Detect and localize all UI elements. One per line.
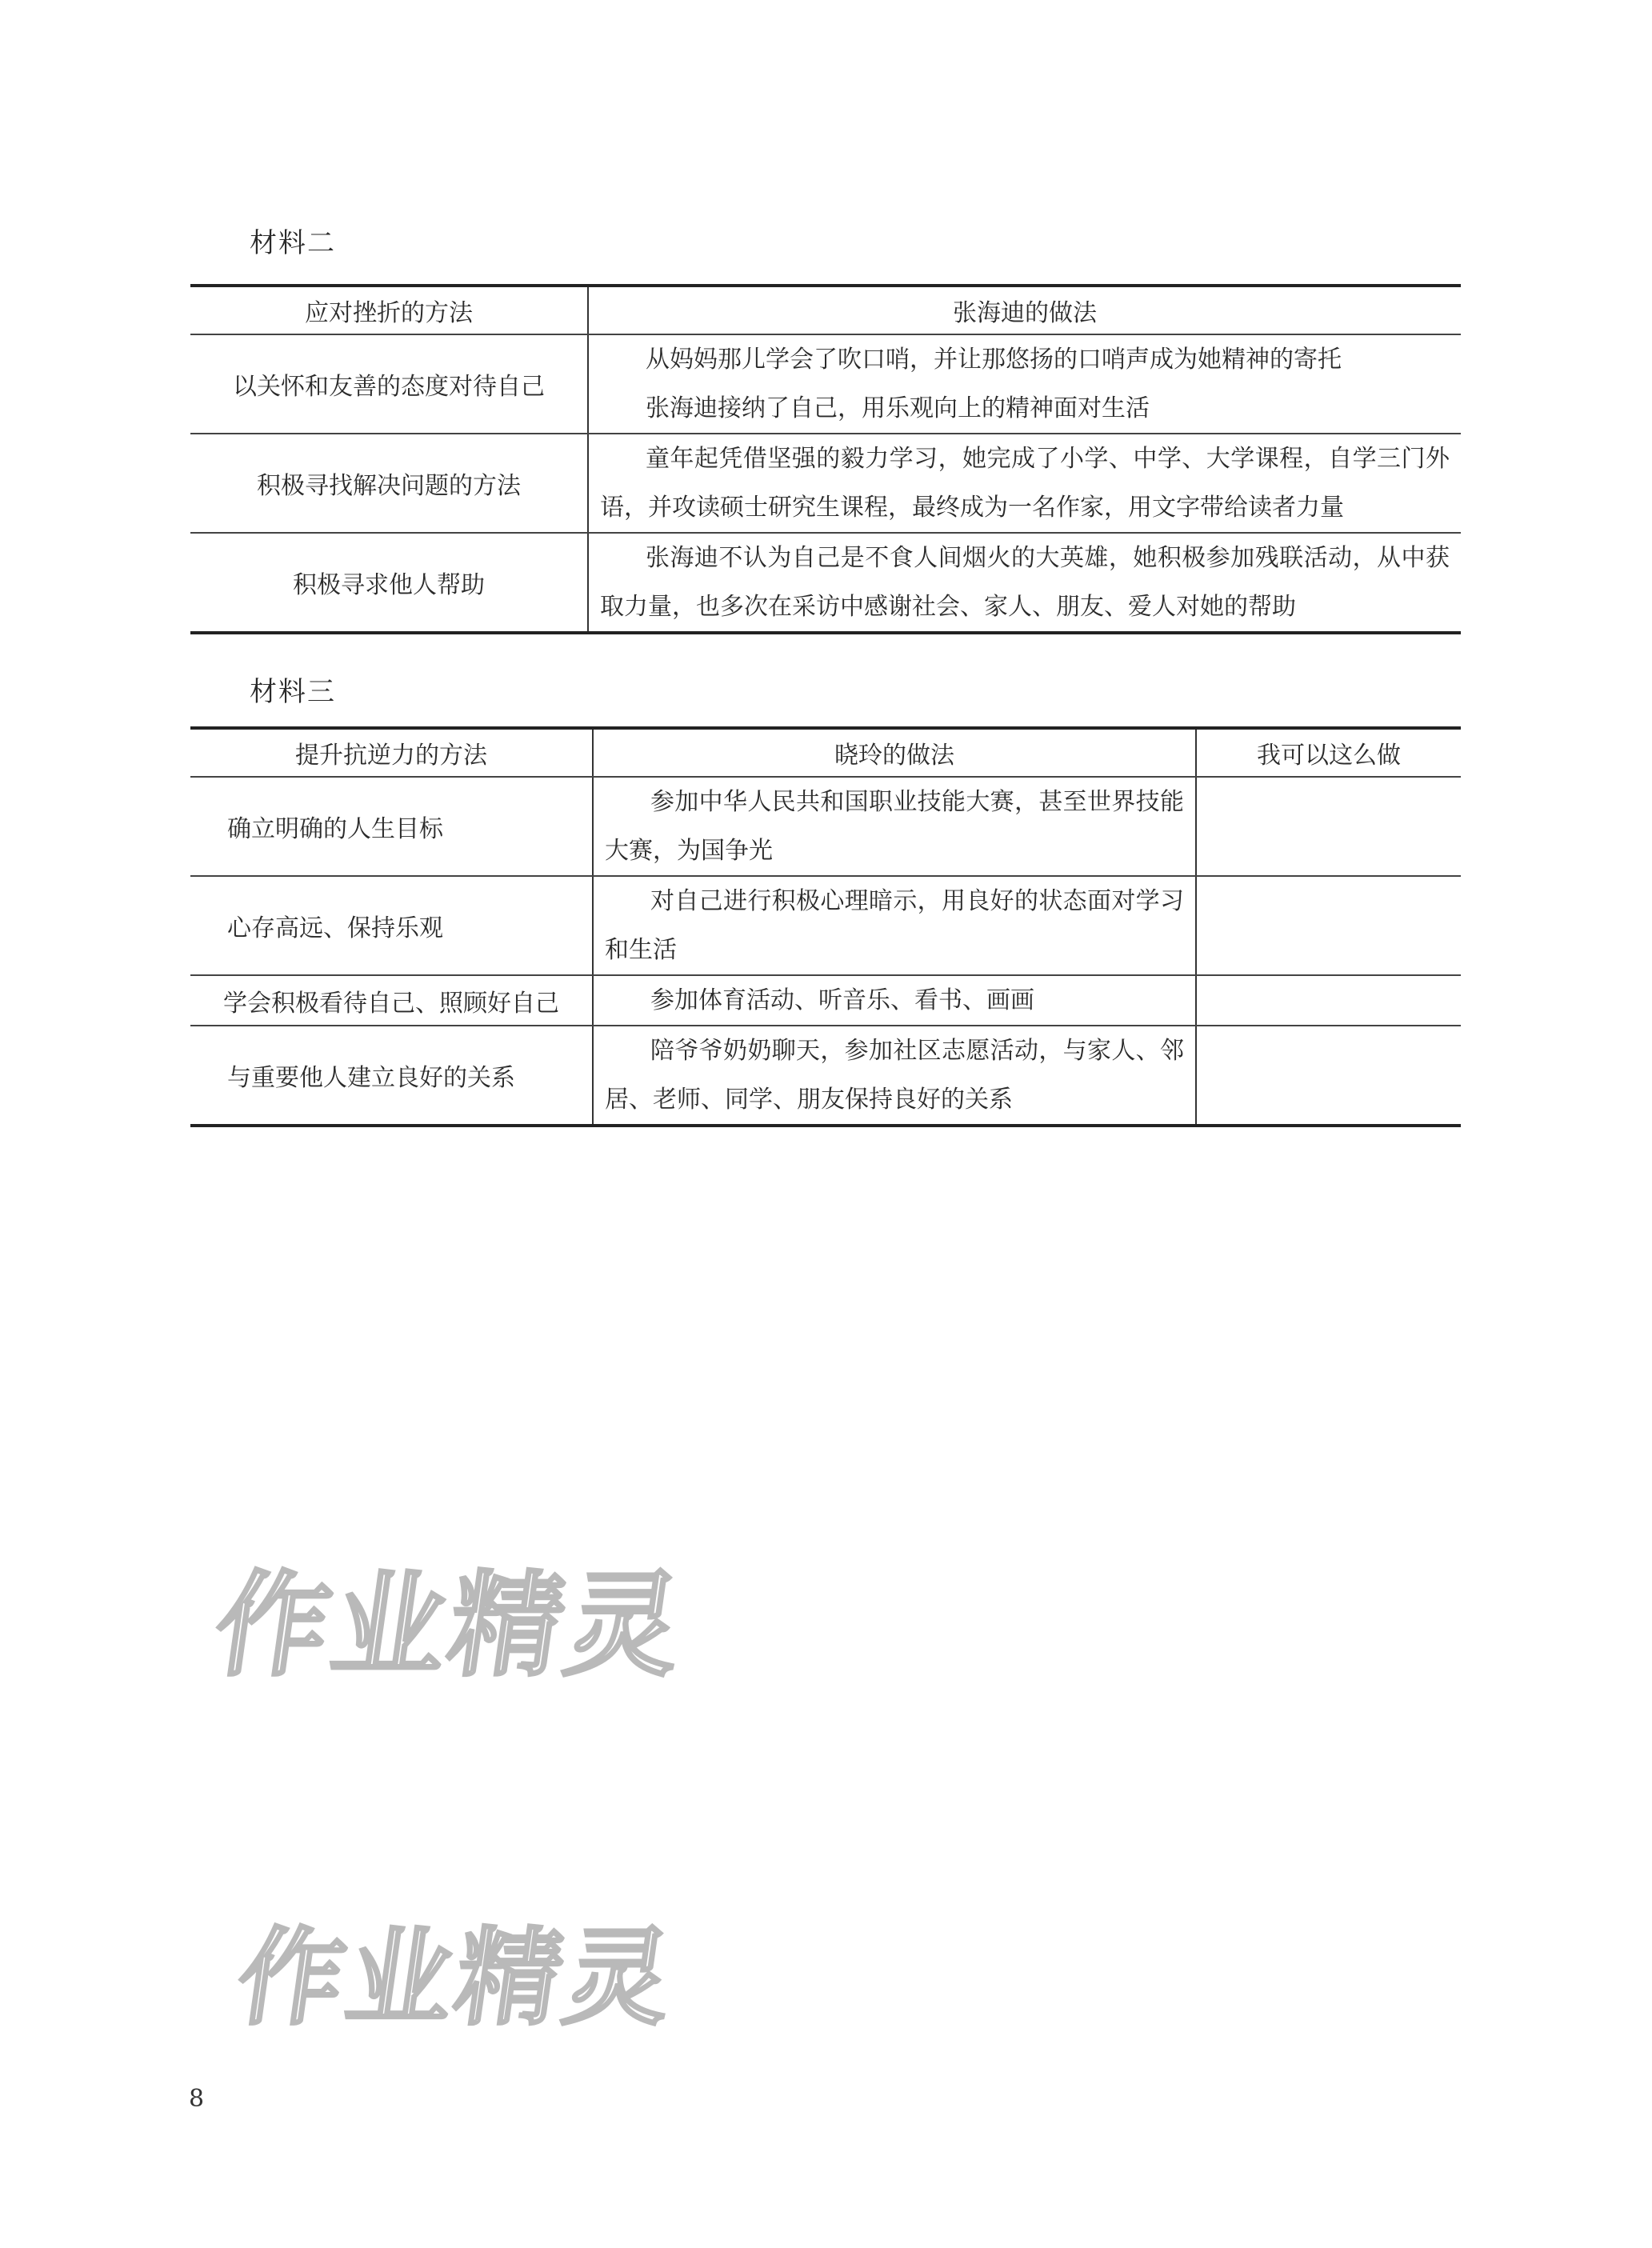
- approach-cell: [588, 434, 1461, 533]
- xiaoling-cell: [593, 1026, 1196, 1126]
- xiaoling-text: 参加体育活动、听音乐、看书、画画: [650, 986, 1034, 1014]
- answer-blank-cell[interactable]: [1196, 876, 1461, 975]
- xiaoling-cell: [593, 777, 1196, 876]
- xiaoling-text: 陪爷爷奶奶聊天，参加社区志愿活动，与家人、邻居、老师、同学、朋友保持良好的关系: [605, 1037, 1184, 1114]
- method-cell: 确立明确的人生目标: [190, 777, 593, 876]
- column-header-method: 提升抗逆力的方法: [190, 728, 593, 777]
- column-header-mine: 我可以这么做: [1196, 728, 1461, 777]
- method-cell: 以关怀和友善的态度对待自己: [190, 334, 588, 434]
- material2-table: [190, 284, 1461, 634]
- watermark-logo: 作业精灵: [230, 1917, 683, 2040]
- approach-text: 张海迪不认为自己是不食人间烟火的大英雄，她积极参加残联活动，从中获取力量，也多次在采访中感谢社会、家人、朋友、爱人对她的帮助: [600, 544, 1450, 621]
- xiaoling-text: 对自己进行积极心理暗示，用良好的状态面对学习和生活: [605, 887, 1184, 964]
- column-header-xiaoling: 晓玲的做法: [593, 728, 1196, 777]
- material3-table: [190, 726, 1461, 1127]
- table-row: [190, 876, 1461, 975]
- approach-cell: [588, 533, 1461, 633]
- approach-text: 张海迪接纳了自己，用乐观向上的精神面对生活: [646, 394, 1150, 422]
- column-header-approach: 张海迪的做法: [588, 286, 1461, 334]
- table-row: [190, 975, 1461, 1026]
- table-row: [190, 434, 1461, 533]
- material3-title: 材料三: [250, 676, 336, 708]
- table-row: [190, 777, 1461, 876]
- column-header-method: 应对挫折的方法: [190, 286, 588, 334]
- approach-cell: [588, 334, 1461, 434]
- method-cell: 积极寻求他人帮助: [190, 533, 588, 633]
- method-cell: 与重要他人建立良好的关系: [190, 1026, 593, 1126]
- table-header-row: [190, 728, 1461, 777]
- xiaoling-cell: [593, 876, 1196, 975]
- material2-title: 材料二: [250, 227, 336, 259]
- method-cell: 学会积极看待自己、照顾好自己: [190, 975, 593, 1026]
- table-header-row: [190, 286, 1461, 334]
- xiaoling-text: 参加中华人民共和国职业技能大赛，甚至世界技能大赛，为国争光: [605, 788, 1184, 865]
- method-cell: 心存高远、保持乐观: [190, 876, 593, 975]
- answer-blank-cell[interactable]: [1196, 777, 1461, 876]
- table-row: [190, 334, 1461, 434]
- watermark-logo: 作业精灵: [206, 1560, 693, 1692]
- xiaoling-cell: [593, 975, 1196, 1026]
- answer-blank-cell[interactable]: [1196, 1026, 1461, 1126]
- answer-blank-cell[interactable]: [1196, 975, 1461, 1026]
- table-row: [190, 1026, 1461, 1126]
- page-number: 8: [189, 2085, 205, 2113]
- approach-text: 从妈妈那儿学会了吹口哨，并让那悠扬的口哨声成为她精神的寄托: [646, 346, 1342, 374]
- table-row: [190, 533, 1461, 633]
- method-cell: 积极寻找解决问题的方法: [190, 434, 588, 533]
- approach-text: 童年起凭借坚强的毅力学习，她完成了小学、中学、大学课程，自学三门外语，并攻读硕士研究生课程，最终成为一名作家，用文字带给读者力量: [600, 445, 1450, 522]
